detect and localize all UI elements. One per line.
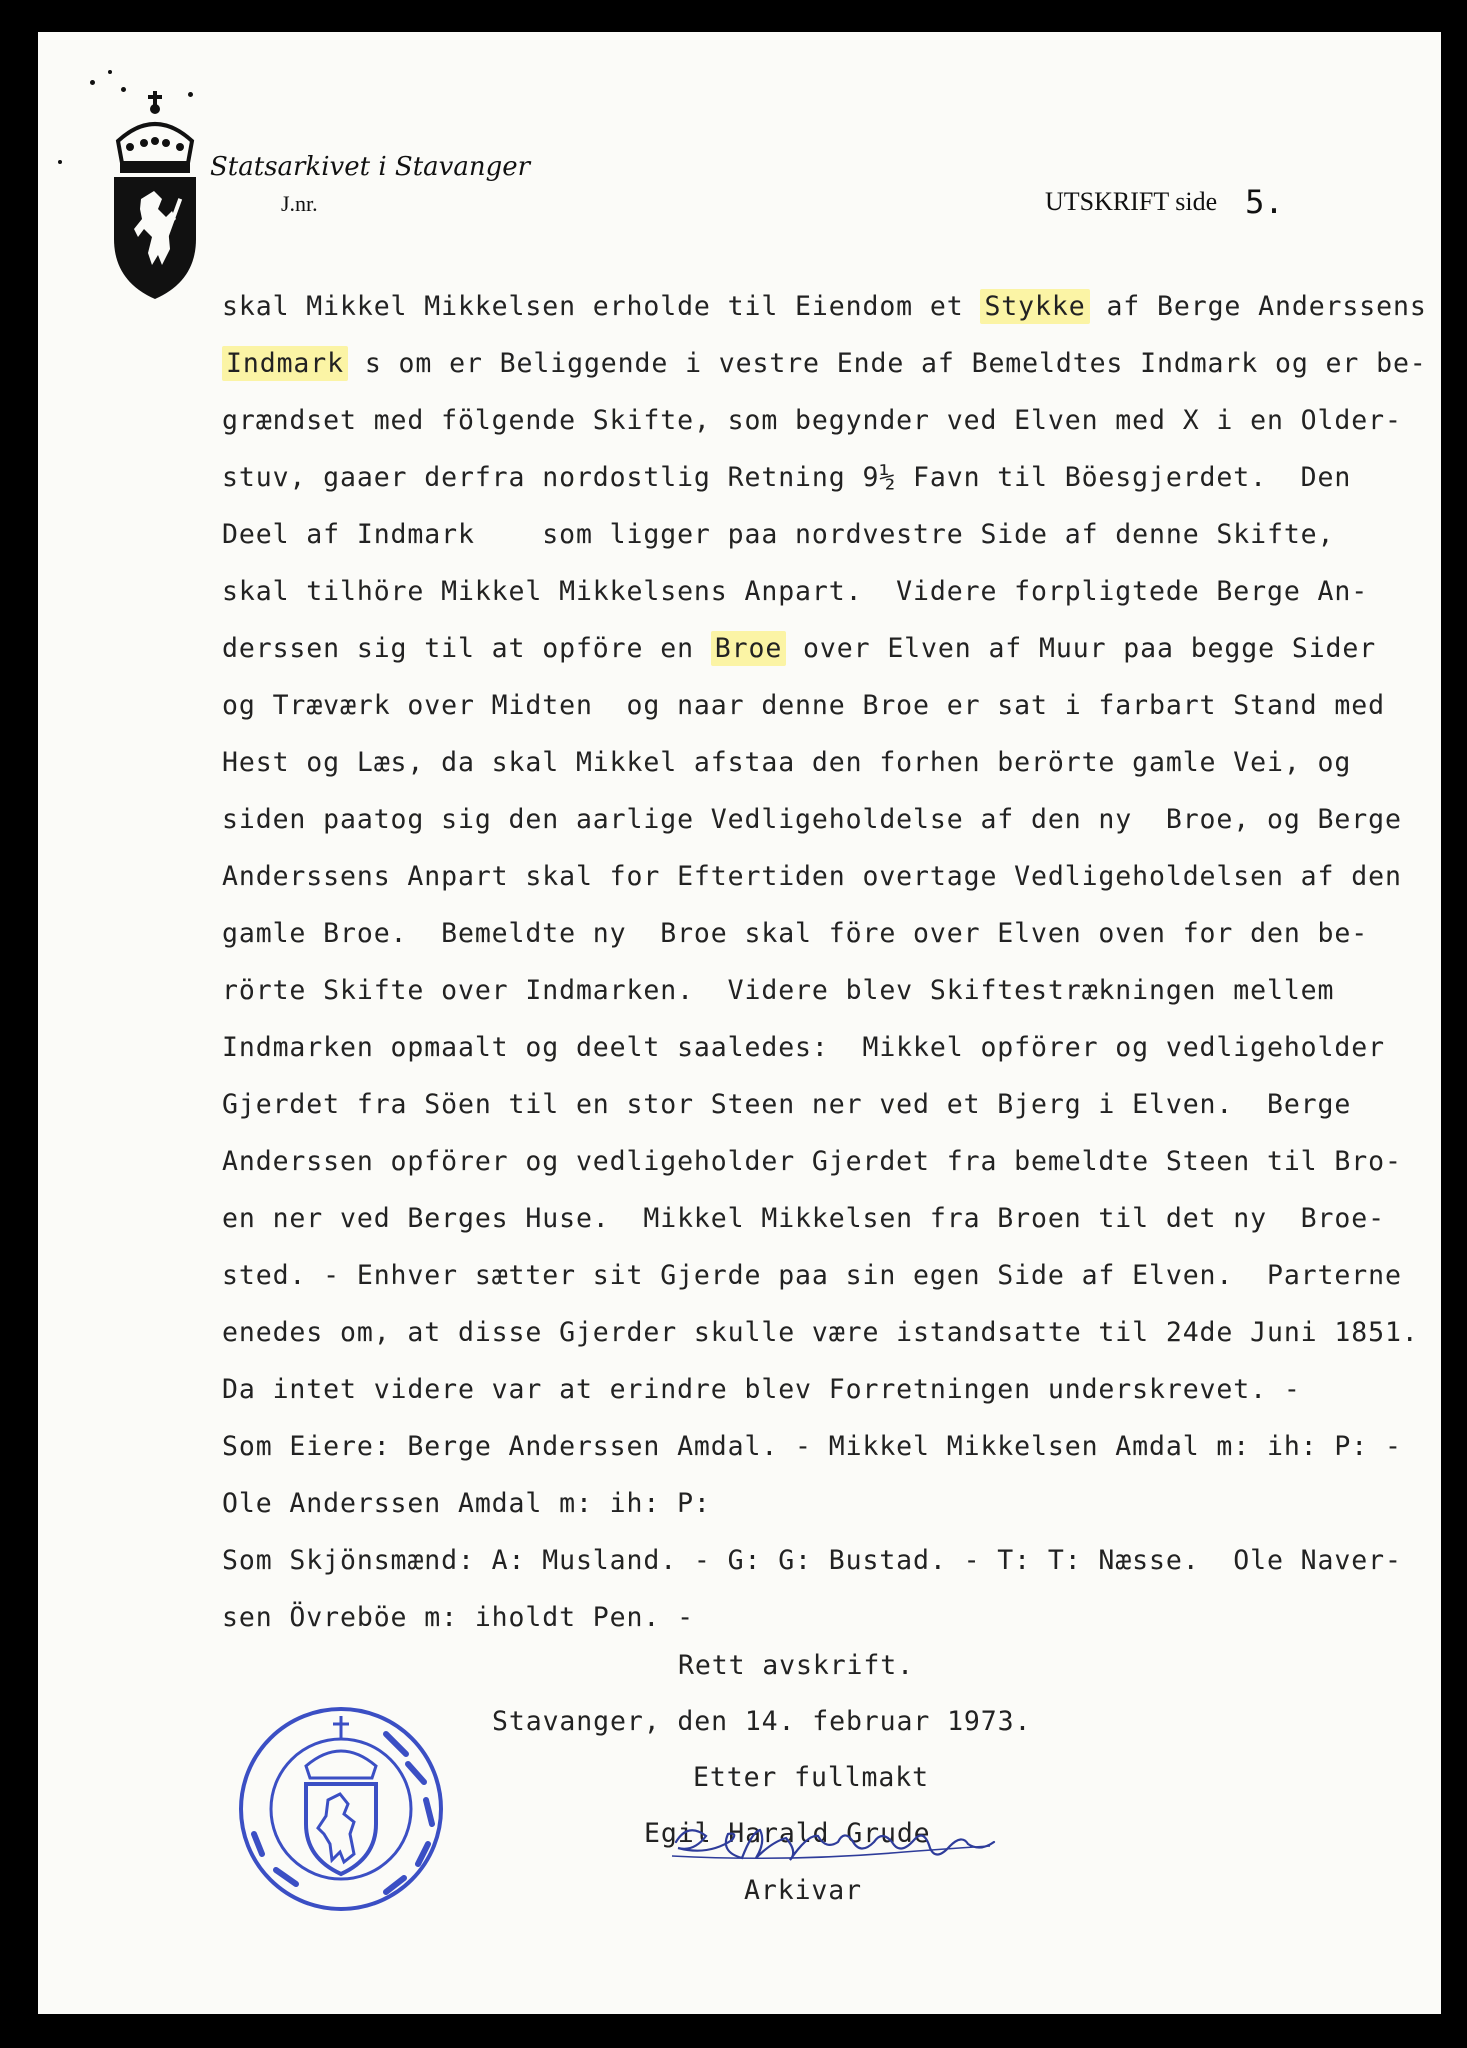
- document-page: [38, 32, 1441, 2014]
- text-line: [222, 506, 1462, 563]
- transcript-label: UTSKRIFT side: [1045, 187, 1218, 216]
- text-line: [222, 278, 1462, 335]
- text-line: [222, 1019, 1462, 1076]
- text-segment: Som Eiere: Berge Anderssen Amdal. - Mikkel Mikkelsen Amdal m: ih: P: -: [222, 1431, 1402, 1462]
- text-segment: en ner ved Berges Huse. Mikkel Mikkelsen fra Broen til det ny Broe-: [222, 1203, 1385, 1234]
- text-line: [222, 1076, 1462, 1133]
- text-segment: af Berge Anderssens: [1089, 291, 1427, 322]
- text-segment: sted. - Enhver sætter sit Gjerde paa sin egen Side af Elven. Parterne: [222, 1260, 1402, 1291]
- text-segment: Anderssens Anpart skal for Eftertiden overtage Vedligeholdelsen af den: [222, 861, 1402, 892]
- text-segment: s om er Beliggende i vestre Ende af Bemeldtes Indmark og er be-: [347, 348, 1427, 379]
- archive-stamp-seal: [236, 1704, 446, 1914]
- text-segment: Indmarken opmaalt og deelt saaledes: Mikkel opförer og vedligeholder: [222, 1032, 1385, 1063]
- highlighted-word: Broe: [711, 631, 786, 666]
- handwritten-signature: [668, 1812, 998, 1882]
- text-segment: stuv, gaaer derfra nordostlig Retning 9½ Favn til Böesgjerdet. Den: [222, 462, 1352, 493]
- text-line: [222, 1247, 1462, 1304]
- text-line: [222, 791, 1462, 848]
- text-line: [222, 848, 1462, 905]
- text-line: [222, 1190, 1462, 1247]
- text-segment: enedes om, at disse Gjerder skulle være istandsatte til 24de Juni 1851.: [222, 1317, 1419, 1348]
- text-segment: derssen sig til at opföre en: [222, 633, 711, 664]
- authority-line: Etter fullmakt: [693, 1762, 929, 1793]
- text-segment: sen Övreböe m: iholdt Pen. -: [222, 1602, 694, 1633]
- text-line: [222, 1532, 1462, 1589]
- journal-number-label: J.nr.: [281, 191, 318, 216]
- signer-title: Arkivar: [744, 1875, 862, 1906]
- text-line: [222, 905, 1462, 962]
- text-segment: Som Skjönsmænd: A: Musland. - G: G: Bustad. - T: T: Næsse. Ole Naver-: [222, 1545, 1402, 1576]
- transcript-body: [222, 278, 1462, 1646]
- text-line: [222, 734, 1462, 791]
- text-segment: Deel af Indmark som ligger paa nordvestre Side af denne Skifte,: [222, 519, 1335, 550]
- text-line: [222, 677, 1462, 734]
- text-segment: grændset med fölgende Skifte, som begynder ved Elven med X i en Older-: [222, 405, 1402, 436]
- signer-name: Egil Harald Grude: [644, 1818, 931, 1849]
- institution-name: Statsarkivet i Stavanger: [210, 152, 531, 182]
- text-line: [222, 1361, 1462, 1418]
- text-line: [222, 449, 1462, 506]
- text-segment: Gjerdet fra Söen til en stor Steen ner ved et Bjerg i Elven. Berge: [222, 1089, 1352, 1120]
- text-line: [222, 1475, 1462, 1532]
- text-line: [222, 1304, 1462, 1361]
- highlighted-word: Stykke: [980, 289, 1089, 324]
- text-line: [222, 563, 1462, 620]
- text-segment: rörte Skifte over Indmarken. Videre blev Skiftestrækningen mellem: [222, 975, 1335, 1006]
- transcript-header: [1045, 180, 1284, 221]
- text-segment: Ole Anderssen Amdal m: ih: P:: [222, 1488, 711, 1519]
- text-segment: gamle Broe. Bemeldte ny Broe skal före over Elven oven for den be-: [222, 918, 1369, 949]
- text-segment: Hest og Læs, da skal Mikkel afstaa den forhen berörte gamle Vei, og: [222, 747, 1352, 778]
- text-line: [222, 1418, 1462, 1475]
- text-segment: Anderssen opförer og vedligeholder Gjerdet fra bemeldte Steen til Bro-: [222, 1146, 1402, 1177]
- text-segment: over Elven af Muur paa begge Sider: [786, 633, 1377, 664]
- coat-of-arms-icon: [96, 89, 216, 304]
- text-segment: skal Mikkel Mikkelsen erholde til Eiendom et: [222, 291, 981, 322]
- text-line: [222, 1133, 1462, 1190]
- text-segment: og Træværk over Midten og naar denne Broe er sat i farbart Stand med: [222, 690, 1385, 721]
- text-line: [222, 962, 1462, 1019]
- text-segment: skal tilhöre Mikkel Mikkelsens Anpart. Videre forpligtede Berge An-: [222, 576, 1369, 607]
- highlighted-word: Indmark: [222, 346, 348, 381]
- page-number: 5.: [1245, 183, 1284, 221]
- place-date-line: Stavanger, den 14. februar 1973.: [492, 1706, 1032, 1737]
- text-line: [222, 620, 1462, 677]
- text-segment: Da intet videre var at erindre blev Forretningen underskrevet. -: [222, 1374, 1301, 1405]
- text-line: [222, 335, 1462, 392]
- text-line: [222, 392, 1462, 449]
- text-segment: siden paatog sig den aarlige Vedligeholdelse af den ny Broe, og Berge: [222, 804, 1402, 835]
- text-line: [222, 1589, 1462, 1646]
- certification-line: Rett avskrift.: [678, 1650, 914, 1681]
